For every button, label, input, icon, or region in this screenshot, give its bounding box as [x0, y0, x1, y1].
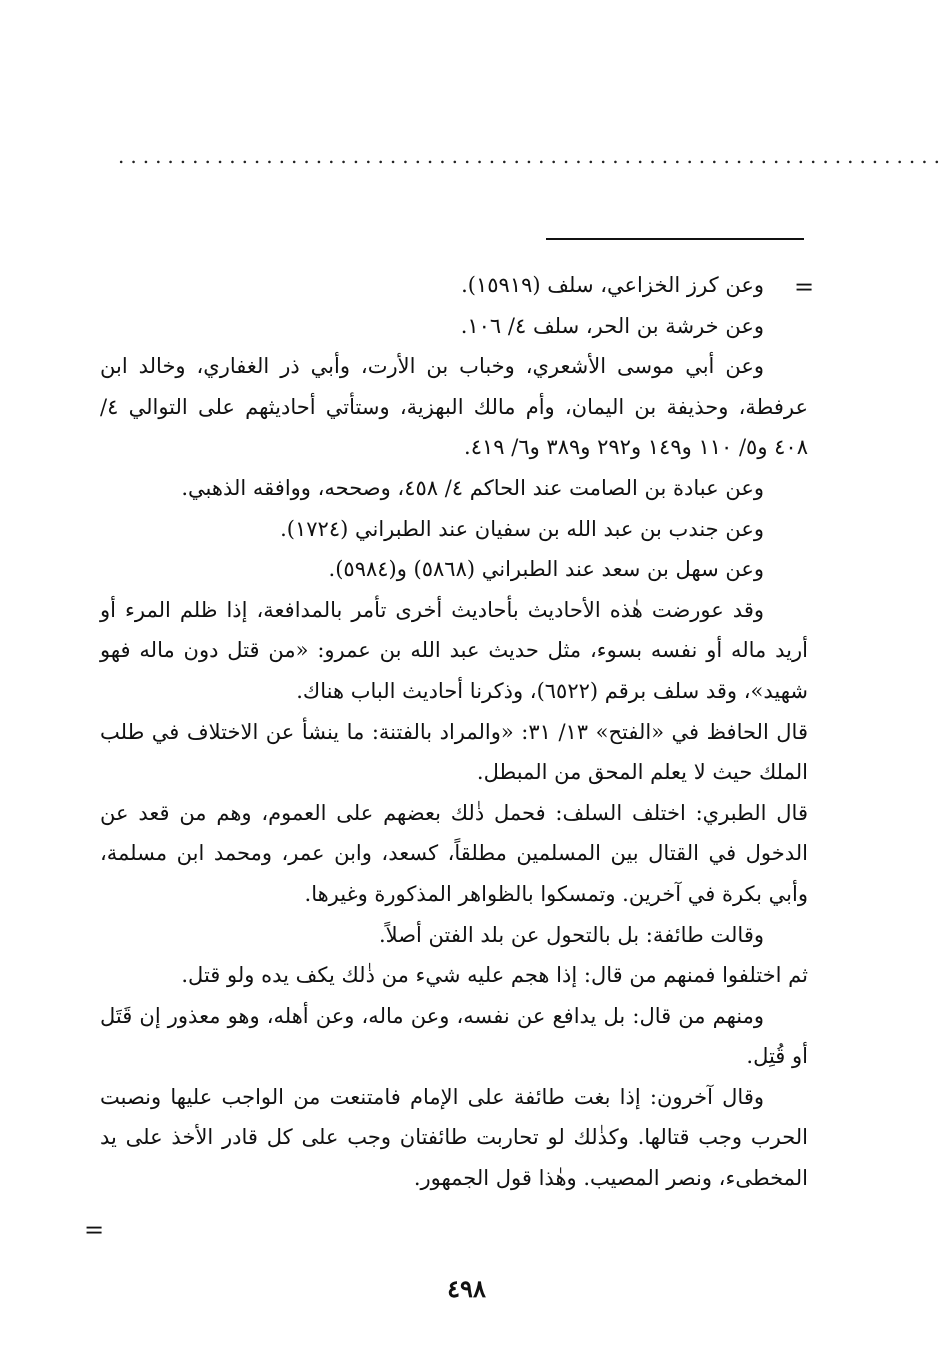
- footnote-paragraph: قال الحافظ في «الفتح» ١٣/ ٣١: «والمراد بالفتنة: ما ينشأ عن الاختلاف في طلب الملك حيث لا يعلم المحق من المبطل.: [100, 719, 808, 785]
- footnote-paragraph: ثم اختلفوا فمنهم من قال: إذا هجم عليه شيء من ذٰلك يكف يده ولو قتل.: [181, 963, 808, 988]
- footnote-paragraph: وعن عبادة بن الصامت عند الحاكم ٤/ ٤٥٨، وصححه، ووافقه الذهبي.: [181, 475, 764, 500]
- continuation-marker-top: =: [794, 273, 815, 301]
- footnote-paragraph: وعن خرشة بن الحر، سلف ٤/ ١٠٦.: [460, 313, 764, 338]
- footnote-separator: [546, 238, 804, 240]
- footnote-paragraph: وعن سهل بن سعد عند الطبراني (٥٨٦٨) و(٥٩٨٤).: [328, 557, 764, 582]
- footnote-paragraph: وعن جندب بن عبد الله بن سفيان عند الطبراني (١٧٢٤).: [280, 516, 764, 541]
- footnote-text: [100, 265, 808, 1199]
- footnote-paragraph: وعن أبي موسى الأشعري، وخباب بن الأرت، وأبي ذر الغفاري، وخالد ابن عرفطة، وحذيفة بن اليمان، وأم مالك البهزية، وستأتي أحاديثهم على التوالي ٤/ ٤٠٨ و٥/ ١١٠ و١٤٩ و٢٩٢ و٣٨٩ و٦/ ٤١٩.: [100, 354, 808, 460]
- footnote-paragraph: قال الطبري: اختلف السلف: فحمل ذٰلك بعضهم على العموم، وهم من قعد عن الدخول في القتال بين المسلمين مطلقاً، كسعد، وابن عمر، ومحمد ابن مسلمة، وأبي بكرة في آخرين. وتمسكوا بالظواهر المذكورة وغيرها.: [100, 800, 808, 906]
- footnote-paragraph: وعن كرز الخزاعي، سلف (١٥٩١٩).: [461, 273, 764, 297]
- header-dotted-line: ...................................................................: [118, 144, 946, 168]
- page-number: ٤٩٨: [447, 1274, 486, 1303]
- footnote-paragraph: وقال آخرون: إذا بغت طائفة على الإمام فامتنعت من الواجب عليها ونصبت الحرب وجب قتالها. وكذٰلك لو تحاربت طائفتان وجب على كل قادر الأخذ على يد المخطىء، ونصر المصيب. وهٰذا قول الجمهور.: [100, 1084, 808, 1191]
- footnote-paragraph: وقد عورضت هٰذه الأحاديث بأحاديث أخرى تأمر بالمدافعة، إذا ظلم المرء أو أريد ماله أو نفسه بسوء، مثل حديث عبد الله بن عمرو: «من قتل دون ماله فهو شهيد»، وقد سلف برقم (٦٥٢٢)، وذكرنا أحاديث الباب هناك.: [100, 597, 808, 703]
- continuation-marker-bottom: =: [84, 1216, 105, 1244]
- footnote-paragraph: وقالت طائفة: بل بالتحول عن بلد الفتن أصلاً.: [378, 922, 764, 947]
- footnote-paragraph: ومنهم من قال: بل يدافع عن نفسه، وعن ماله، وعن أهله، وهو معذور إن قَتَل أو قُتِل.: [100, 1003, 808, 1069]
